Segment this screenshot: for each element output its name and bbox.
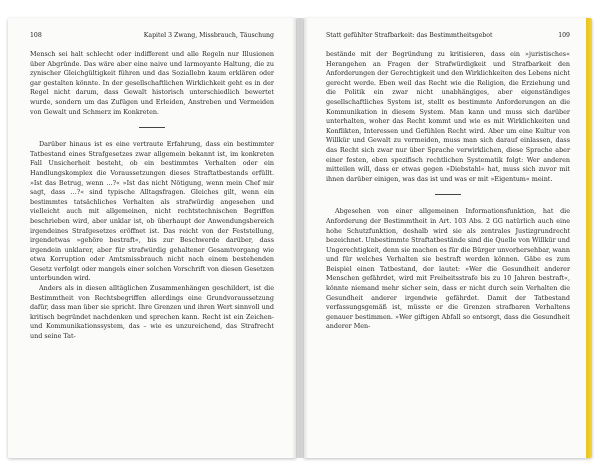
right-running-header — [326, 32, 570, 44]
open-book — [8, 18, 592, 458]
left-page-number: 108 — [30, 32, 42, 39]
left-running-header — [30, 32, 274, 44]
right-paragraph-2: Abgesehen von einer allgemeinen Informationsfunktion, hat die Anforderung der Bestimmtheit in Art. 103 Abs. 2 GG natürlich auch eine hohe Schutzfunktion, deshalb wird sie als zentrales Justizgrundrecht bezeichnet. Unbestimmte Straftatbestände sind die Quelle von Willkür und Ungerechtigkeit, denn sie machen es für die Bürger unvorhersehbar, wann und für welches Verhalten sie bestraft werden können. Gäbe es zum Beispiel einen Tatbestand, der lautet: »Wer die Gesundheit anderer Menschen gefährdet, wird mit Freiheitsstrafe bis zu 10 Jahren bestraft«, könnte niemand mehr sicher sein, dass er nicht durch sein Verhalten die Gesundheit anderer irgendwie gefährdet. Damit der Tatbestand verfassungsgemäß ist, müsste er die Grenzen strafbaren Verhaltens genauer bestimmen. »Wer giftigen Abfall so entsorgt, dass die Gesundheit anderer Men- — [326, 207, 570, 331]
left-paragraph-1: Mensch sei halt schlecht oder indifferent und alle Regeln nur Illusionen über Abgründe. Das wäre aber eine naive und larmoyante Haltung, die zu zynischer Gleichgültigkeit führen und das Soziallebn kaum erklären oder gar gestalten könnte. In der gesellschaftlichen Wirklichkeit geht es in der Regel nicht darum, dass Gewalt historisch unterschiedlich bewertet wurde, sondern um das Zufügen und Erleiden, Anstreben und Vermeiden von Gewalt und Schmerz im Konkreten. — [30, 50, 274, 116]
left-running-head-title: Kapitel 3 Zwang, Missbrauch, Täuschung — [143, 32, 274, 39]
right-page — [304, 18, 592, 458]
yellow-page-edge — [586, 18, 592, 458]
right-page-number: 109 — [558, 32, 570, 39]
left-page-body — [30, 50, 274, 342]
section-divider — [435, 194, 461, 195]
right-running-head-title: Statt gefühlter Strafbarkeit: das Bestimmtheitsgebot — [326, 32, 493, 39]
left-page — [8, 18, 296, 458]
left-paragraph-2: Darüber hinaus ist es eine vertraute Erfahrung, dass ein bestimmter Tatbestand eines Strafgesetzes zwar allgemein bekannt ist, im konkreten Fall Unsicherheit besteht, ob ein bestimmtes Verhalten oder ein Handlungskomplex die Voraussetzungen dieses Straftatbestands erfüllt. »Ist das Betrug, wenn …?« »Ist das nicht Nötigung, wenn mein Chef mir sagt, dass …?« sind typische Alltagsfragen. Gleiches gilt, wenn ein bestimmtes tatsächliches Verhalten als strafwürdig angesehen und vielleicht auch mit allgemeinen, nicht rechtstechnischen Begriffen beschrieben wird, aber unklar ist, ob überhaupt der Anwendungsbereich irgendeines Strafgesetzes eröffnet ist. Das reicht von der Feststellung, irgendetwas »gehöre bestraft«, bis zur Beschwerde darüber, dass irgendein unklarer, aber für strafwürdig gehaltener Gesamtvorgang wie etwa Korruption oder Amtsmissbrauch nicht nach einem bestehenden Gesetz verfolgt oder mangels einer solchen Vorschrift von diesen Gesetzen unterbunden wird. — [30, 140, 274, 283]
left-paragraph-3: Anders als in diesen alltäglichen Zusammenhängen geschildert, ist die Bestimmtheit von Rechtsbegriffen allerdings eine Grundvoraussetzung dafür, dass man über sie spricht. Ihre Grenzen und ihren Wert sinnvoll und kritisch begründet nachdenken und sprechen kann. Recht ist ein Zeichen- und Kommunikationssystem, das – wie es unzureichend, das Strafrecht und seine Tat- — [30, 284, 274, 341]
right-page-body — [326, 50, 570, 332]
right-paragraph-1: bestände mit der Begründung zu kritisieren, dass ein »juristisches« Herangehen an Fragen der Strafwürdigkeit und Strafbarkeit den Anforderungen der Gerechtigkeit und den Wirklichkeiten des Lebens nicht gerecht werde. Eben weil das Recht wie die Religion, die Erziehung und die Politik ein zwar nicht unabhängiges, aber eigenständiges gesellschaftliches System ist, stellt es bestimmte Anforderungen an die Kommunikation in diesem System. Man kann und muss sich darüber unterhalten, woher das Recht kommt und wie es mit Wirklichkeiten und Konflikten, Interessen und Gefühlen Recht wird. Aber um eine Kultur von Willkür und Gewalt zu vermeiden, muss man sich darauf einlassen, dass das Recht sich zwar nur über Sprache verwirklichen, diese Sprache aber einer festen, eben spezifisch rechtlichen Systematik folgt: Wer anderen mitteilen will, dass er etwas gegen »Diebstahl« hat, muss sich zuvor mit ihnen darüber einigen, was das ist und was er mit »Eigentum« meint. — [326, 50, 570, 183]
book-gutter-shadow — [292, 18, 308, 458]
section-divider — [139, 127, 165, 128]
